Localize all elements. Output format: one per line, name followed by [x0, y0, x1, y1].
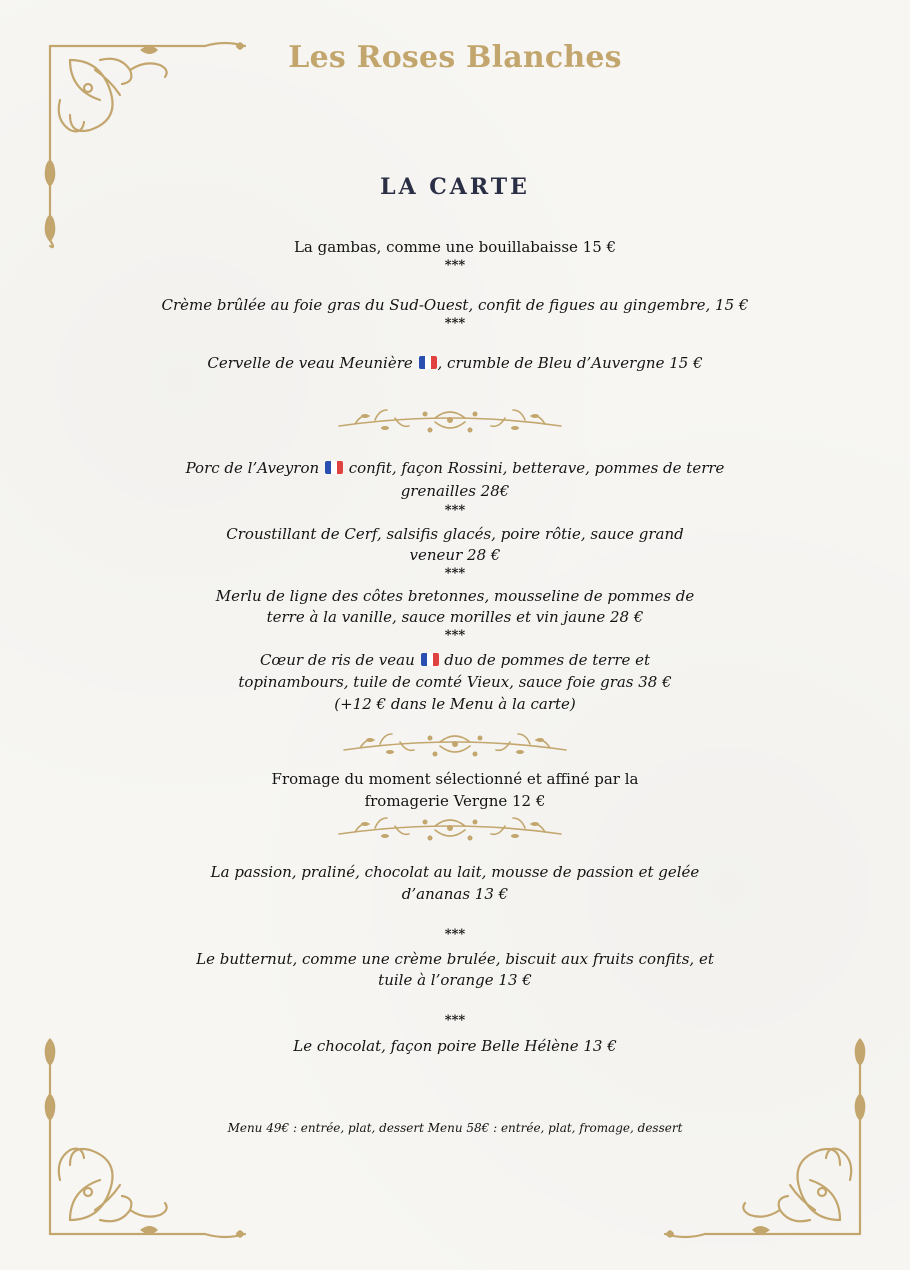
menu-item-fromage: Fromage du moment sélectionné et affiné par la [271, 770, 639, 788]
french-flag-icon [421, 653, 439, 666]
separator: *** [444, 258, 466, 273]
restaurant-name: Les Roses Blanches [288, 40, 622, 75]
menu-item-text: confit, façon Rossini, betterave, pommes de terre [343, 459, 725, 477]
menu-item-passion-line2: d’ananas 13 € [401, 885, 509, 903]
menu-item-porc-line2: grenailles 28€ [400, 482, 510, 500]
menu-item-text: duo de pommes de terre et [439, 651, 651, 669]
menu-item-ris-line3: (+12 € dans le Menu à la carte) [334, 695, 576, 713]
menu-item-cerf: Croustillant de Cerf, salsifis glacés, poire rôtie, sauce grand [226, 525, 684, 543]
menu-item-butternut: Le butternut, comme une crème brulée, biscuit aux fruits confits, et [196, 950, 714, 968]
menu-item-butternut-line2: tuile à l’orange 13 € [378, 971, 532, 989]
menu-item-merlu-line2: terre à la vanille, sauce morilles et vin jaune 28 € [266, 608, 644, 626]
menu-item-passion: La passion, praliné, chocolat au lait, mousse de passion et gelée [210, 863, 700, 881]
menu-item-chocolat: Le chocolat, façon poire Belle Hélène 13 € [293, 1037, 617, 1055]
menu-item-fromage-line2: fromagerie Vergne 12 € [364, 792, 546, 810]
floral-divider-icon [335, 404, 565, 440]
menu-item-cervelle [0, 353, 910, 374]
page-title: LA CARTE [380, 174, 530, 200]
separator: *** [444, 503, 466, 518]
separator: *** [444, 927, 466, 942]
menu-footer: Menu 49€ : entrée, plat, dessert Menu 58€ : entrée, plat, fromage, dessert [227, 1121, 683, 1135]
menu-item-ris-line2: topinambours, tuile de comté Vieux, sauce foie gras 38 € [238, 673, 672, 691]
menu-item-gambas: La gambas, comme une bouillabaisse 15 € [293, 238, 617, 256]
floral-divider-icon [340, 728, 570, 764]
separator: *** [444, 316, 466, 331]
separator: *** [444, 1013, 466, 1028]
floral-divider-icon [335, 812, 565, 848]
menu-item-ris [0, 650, 910, 671]
separator: *** [444, 628, 466, 643]
menu-item-text: Cervelle de veau Meunière [207, 354, 418, 372]
separator: *** [444, 566, 466, 581]
menu-item-text: , crumble de Bleu d’Auvergne 15 € [437, 354, 703, 372]
menu-item-cerf-line2: veneur 28 € [409, 546, 501, 564]
menu-item-creme-brulee: Crème brûlée au foie gras du Sud-Ouest, confit de figues au gingembre, 15 € [161, 296, 749, 314]
menu-item-text: Porc de l’Aveyron [185, 459, 324, 477]
french-flag-icon [325, 461, 343, 474]
french-flag-icon [419, 356, 437, 369]
menu-item-merlu: Merlu de ligne des côtes bretonnes, mousseline de pommes de [215, 587, 695, 605]
menu-item-porc [0, 458, 910, 479]
menu-item-text: Cœur de ris de veau [259, 651, 420, 669]
